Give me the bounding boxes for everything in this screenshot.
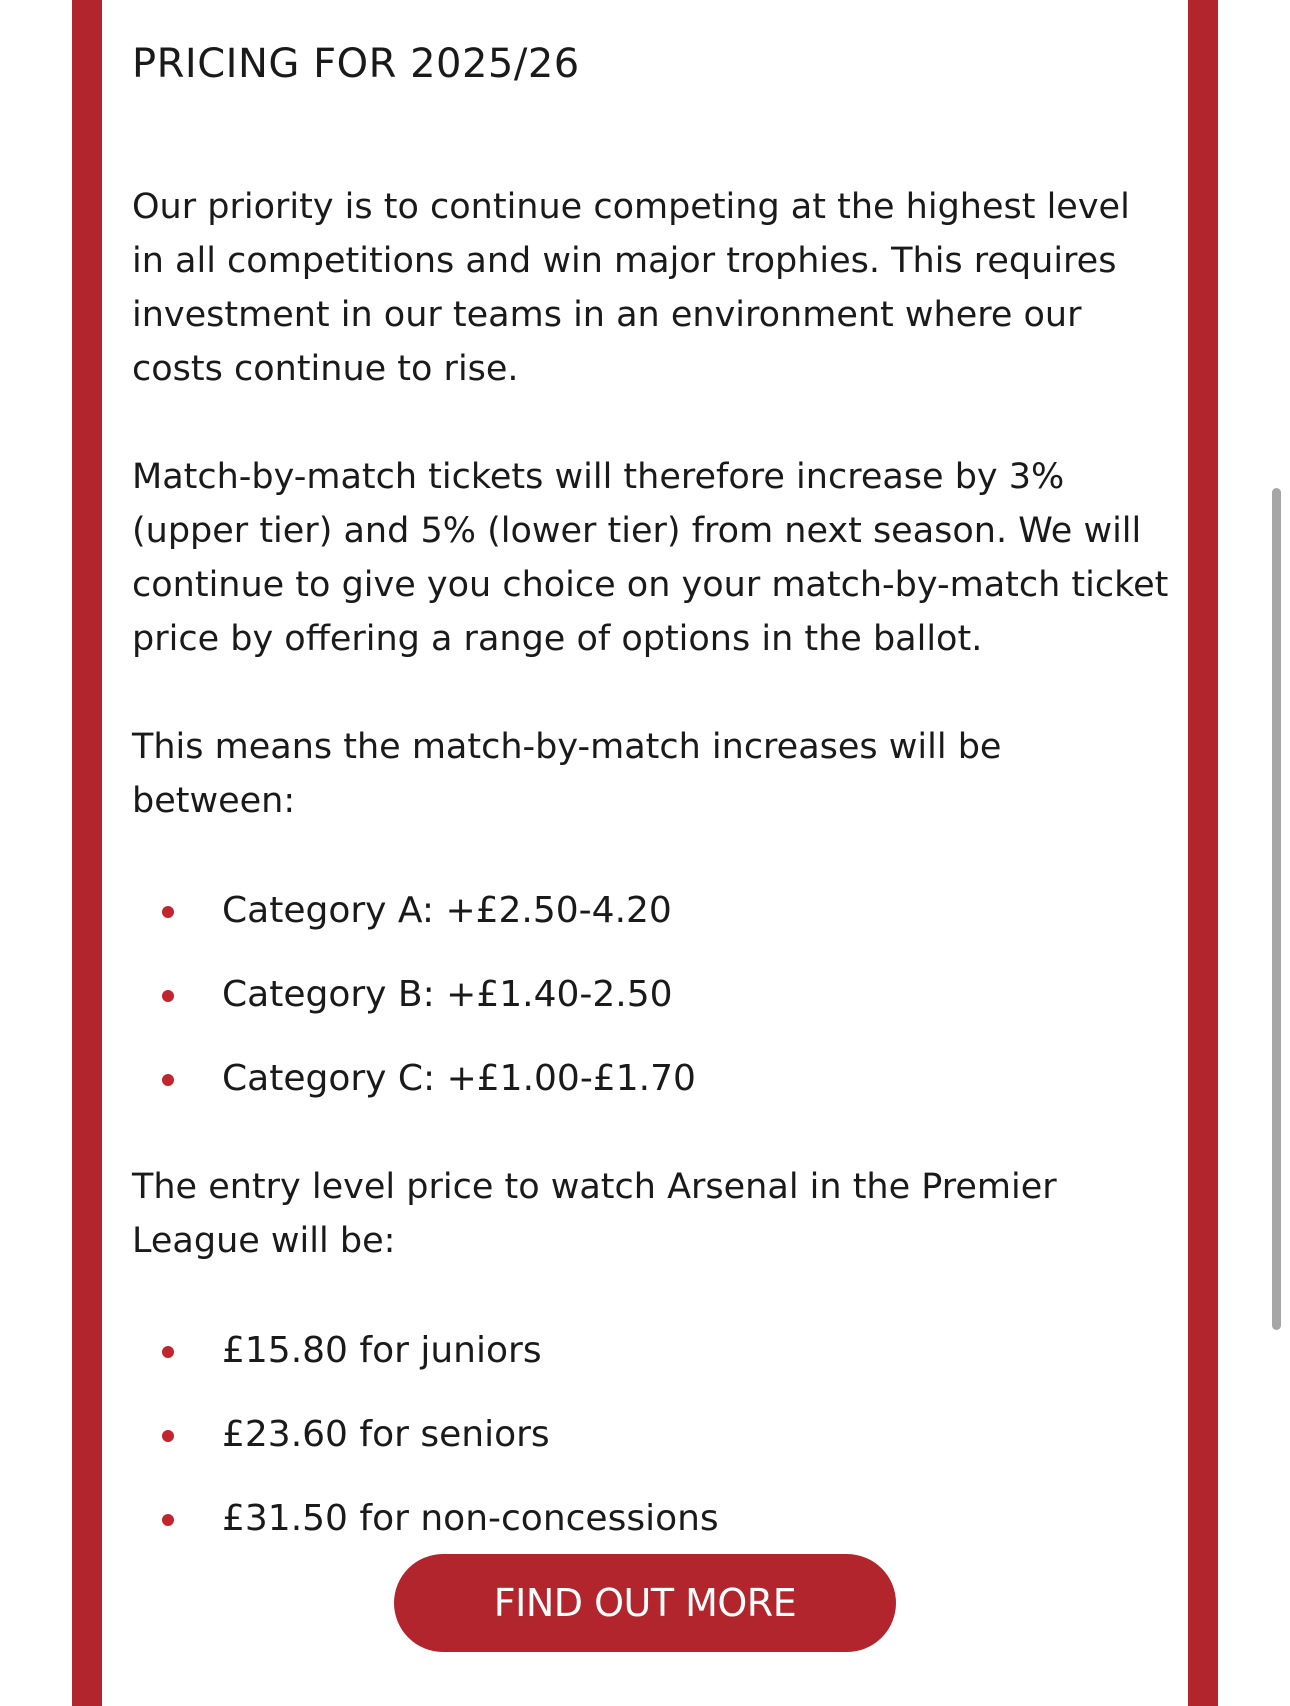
- list-item-text: £31.50 for non-concessions: [222, 1498, 719, 1539]
- left-red-border: [72, 0, 102, 1706]
- cta-wrapper: [394, 1554, 896, 1652]
- bullet-dot-icon: [162, 1514, 174, 1526]
- list-item: [132, 1408, 1172, 1462]
- intro-paragraph: Our priority is to continue competing at the highest level in all competitions and win major trophies. This requires investment in our teams in an environment where our costs continue to rise.: [132, 187, 1130, 389]
- list-item-text: Category B: +£1.40-2.50: [222, 974, 673, 1015]
- list-item: [132, 884, 1172, 938]
- list-item-text: Category A: +£2.50-4.20: [222, 890, 672, 931]
- list-item: [132, 1052, 1172, 1106]
- list-item: [132, 968, 1172, 1022]
- bullet-dot-icon: [162, 906, 174, 918]
- entry-price-lead-paragraph: The entry level price to watch Arsenal in the Premier League will be:: [132, 1167, 1057, 1261]
- category-increase-list: [132, 884, 1172, 1106]
- entry-price-list: [132, 1324, 1172, 1546]
- section-title: PRICING FOR 2025/26: [132, 41, 580, 87]
- list-item-text: £23.60 for seniors: [222, 1414, 550, 1455]
- bullet-dot-icon: [162, 1074, 174, 1086]
- list-item-text: Category C: +£1.00-£1.70: [222, 1058, 696, 1099]
- right-red-border: [1188, 0, 1218, 1706]
- list-item-text: £15.80 for juniors: [222, 1330, 542, 1371]
- scrollbar-thumb[interactable]: [1272, 488, 1281, 1330]
- find-out-more-button[interactable]: FIND OUT MORE: [394, 1554, 896, 1652]
- bullet-dot-icon: [162, 990, 174, 1002]
- increase-paragraph: Match-by-match tickets will therefore increase by 3% (upper tier) and 5% (lower tier) from next season. We will continue to give you choice on your match-by-match ticket price by offering a range of options in the ballot.: [132, 457, 1169, 659]
- bullet-dot-icon: [162, 1346, 174, 1358]
- list-item: [132, 1492, 1172, 1546]
- article-content: [132, 36, 1172, 1546]
- list-item: [132, 1324, 1172, 1378]
- increases-lead-paragraph: This means the match-by-match increases will be between:: [132, 727, 1002, 821]
- bullet-dot-icon: [162, 1430, 174, 1442]
